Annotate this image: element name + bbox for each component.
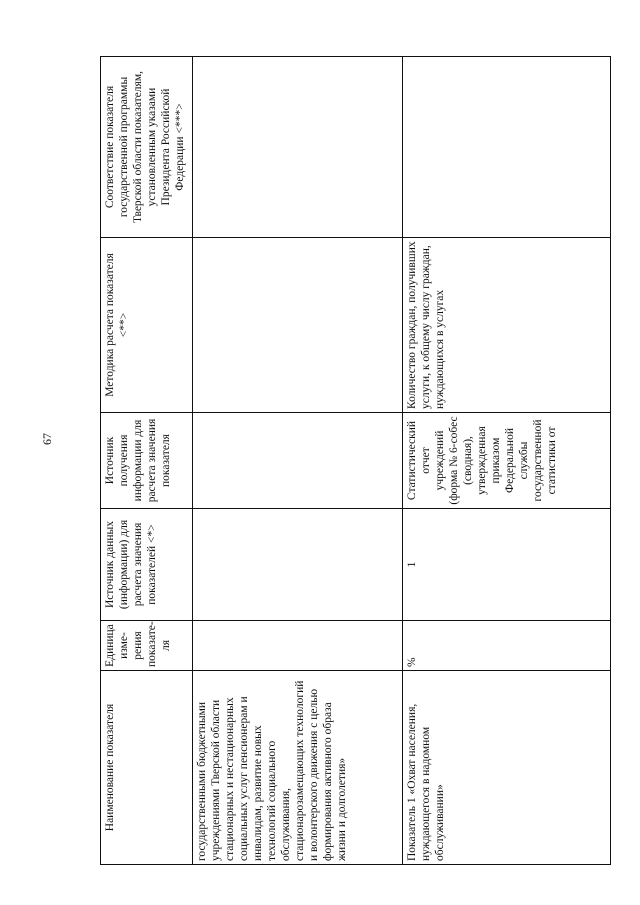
header-data-source: Источник данных (информации) для расчета значения показателей <*> [101,509,193,621]
header-calculation-method: Методика расчета показателя <**> [101,238,193,413]
page-number: 67 [40,433,54,445]
cell-decree-compliance [193,57,403,238]
cell-data-source [193,509,403,621]
cell-info-source: Статистический отчет учреждений (форма № 6-собес (сводная), утвержденная приказом Федеральной службы государственной статистики от [403,413,611,509]
table-row [193,57,403,865]
cell-unit [193,621,403,671]
cell-indicator-name: государственными бюджетными учреждениями Тверской области стационарных и нестационарных социальных услуг пенсионерам и инвалидам, развитие новых технологий социального обслуживания, стационарозамещающих технологий и волонтерского движения с целью формирования активного образа жизни и долголетия» [193,671,403,865]
cell-indicator-name: Показатель 1 «Охват населения, нуждающегося в надомном обслуживании» [403,671,611,865]
rotated-table-container [100,57,610,865]
header-unit: Единица изме-рения показате-ля [101,621,193,671]
cell-calculation-method: Количество граждан, получивших услуги, к общему числу граждан, нуждающихся в услугах [403,238,611,413]
cell-data-source: 1 [403,509,611,621]
table-header-row [101,57,193,865]
header-info-source: Источник получения информации для расчета значения показателя [101,413,193,509]
table-row [403,57,611,865]
cell-calculation-method [193,238,403,413]
cell-decree-compliance [403,57,611,238]
header-indicator-name: Наименование показателя [101,671,193,865]
cell-unit: % [403,621,611,671]
header-decree-compliance: Соответствие показателя государственной программы Тверской области показателям, установленным указами Президента Российской Федерации <***> [101,57,193,238]
cell-info-source [193,413,403,509]
indicators-table [100,56,611,865]
